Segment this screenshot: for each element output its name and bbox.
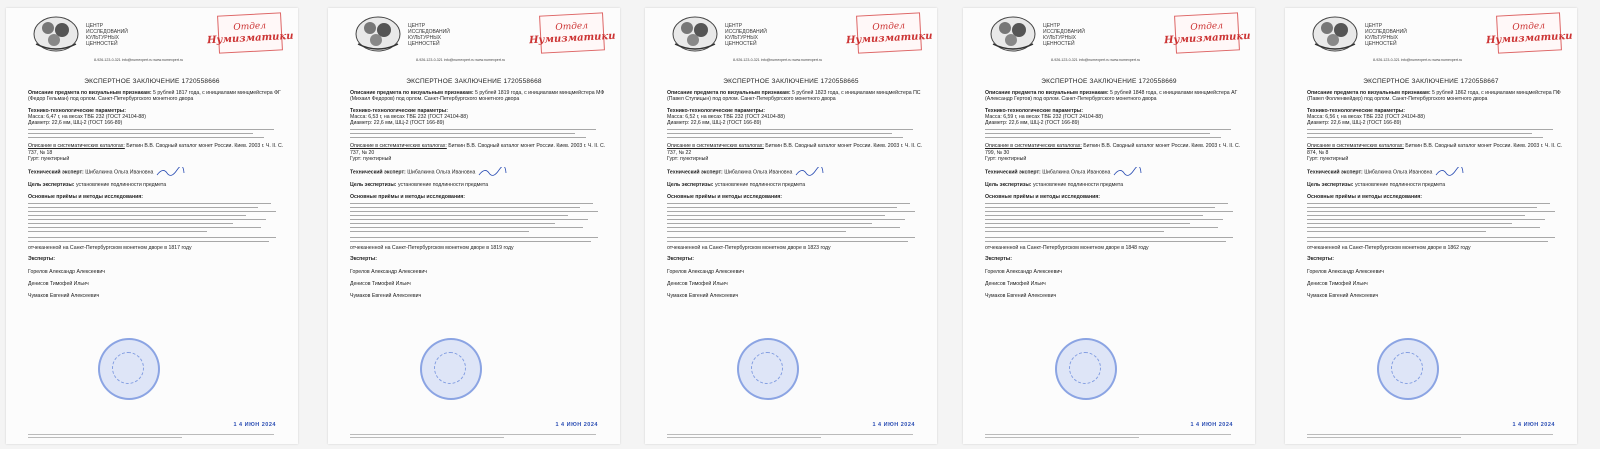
edge-type: Гурт: пунктирный [667,156,709,163]
catalog-reference: Биткин В.В. Сводный каталог монет России. Киев. 2003 г. Ч. II. С. 737, № 22 [667,143,923,156]
expert-report-page [6,8,298,444]
technical-expert-name: Шибалкина Ольга Ивановна [85,169,154,176]
methods-heading: Основные приёмы и методы исследования: [985,193,1101,200]
numismatics-stamp: Отдел Нумизматики [856,12,922,53]
expert-name: Чумаков Евгений Алексеевич [985,293,1057,300]
signature-icon [1112,167,1142,177]
contact-line: 8-926-123-0-321 info@numexpert.ru www.numexpert.ru [416,58,506,62]
letterhead [645,8,937,70]
methods-text-lines [350,203,606,232]
edge-type: Гурт: пунктирный [350,156,392,163]
coin-description: 5 рублей 1823 года, с инициалами минцмейстера ПС (Павел Ступицын) под орлом. Санкт-Петербургского монетного двора [667,90,921,103]
tech-params-heading: Технико-технологические параметры: [1307,107,1405,114]
coin-diameter: Диаметр: 22,6 мм, ШЦ-2 (ГОСТ 166-89) [350,120,445,127]
official-seal-icon [1377,338,1439,400]
letterhead [6,8,298,70]
expert-report-page [963,8,1255,444]
methods-heading: Основные приёмы и методы исследования: [350,193,466,200]
letterhead [963,8,1255,70]
technical-expert-name: Шибалкина Ольга Ивановна [724,169,793,176]
minting-conclusion: отчеканенной на Санкт-Петербургском монетном дворе в 1819 году [350,244,514,251]
expert-name: Горелов Александр Алексеевич [28,268,105,275]
report-title: ЭКСПЕРТНОЕ ЗАКЛЮЧЕНИЕ 1720558668 [406,78,542,85]
coin-diameter: Диаметр: 22,6 мм, ШЦ-2 (ГОСТ 166-89) [985,120,1080,127]
technical-expert-name: Шибалкина Ольга Ивановна [1042,169,1111,176]
conclusion-text-lines [350,237,606,242]
expert-name: Денисов Тимофей Ильич [1307,280,1368,287]
organization-name: ЦЕНТР ИССЛЕДОВАНИЙ КУЛЬТУРНЫХ ЦЕННОСТЕЙ [725,23,767,47]
organization-name: ЦЕНТР ИССЛЕДОВАНИЙ КУЛЬТУРНЫХ ЦЕННОСТЕЙ [86,23,128,47]
official-seal-icon [420,338,482,400]
goal-value: установление подлинности предмета [1032,182,1124,189]
coin-diameter: Диаметр: 22,6 мм, ШЦ-2 (ГОСТ 166-89) [1307,120,1402,127]
goal-value: установление подлинности предмета [714,182,806,189]
letterhead [1285,8,1577,70]
footer-note [985,434,1241,438]
catalog-reference: Биткин В.В. Сводный каталог монет России. Киев. 2003 г. Ч. II. С. 737, № 20 [350,143,606,156]
goal-value: установление подлинности предмета [397,182,489,189]
expert-name: Денисов Тимофей Ильич [350,280,411,287]
tech-params-heading: Технико-технологические параметры: [667,107,765,114]
edge-type: Гурт: пунктирный [28,156,70,163]
expert-report-page [645,8,937,444]
report-number: 1720558668 [503,78,542,85]
goal-value: установление подлинности предмета [75,182,167,189]
organization-name: ЦЕНТР ИССЛЕДОВАНИЙ КУЛЬТУРНЫХ ЦЕННОСТЕЙ [408,23,450,47]
methods-heading: Основные приёмы и методы исследования: [1307,193,1423,200]
coin-description: 5 рублей 1862 года, с инициалами минцмейстера ПФ (Павел Фолленвейдер) под орлом. Санкт-Петербургского монетного двора [1307,90,1561,103]
coin-collector-logo-icon [665,10,723,54]
expert-report-page [1285,8,1577,444]
conclusion-text-lines [667,237,923,242]
date-stamp: 1 4 ИЮН 2024 [872,422,915,428]
signature-icon [477,167,507,177]
report-number: 1720558666 [181,78,220,85]
coin-mass: Масса: 6,52 г, на весах ТВЕ 232 (ГОСТ 24104-88) [667,113,785,120]
minting-conclusion: отчеканенной на Санкт-Петербургском монетном дворе в 1862 году [1307,244,1471,251]
minting-conclusion: отчеканенной на Санкт-Петербургском монетном дворе в 1817 году [28,244,192,251]
date-stamp: 1 4 ИЮН 2024 [1512,422,1555,428]
coin-collector-logo-icon [348,10,406,54]
expert-name: Горелов Александр Алексеевич [350,268,427,275]
edge-type: Гурт: пунктирный [985,156,1027,163]
signature-icon [155,167,185,177]
expert-report-page [328,8,620,444]
catalog-reference: Биткин В.В. Сводный каталог монет России. Киев. 2003 г. Ч. II. С. 874, № 8 [1307,143,1563,156]
conclusion-text-lines [985,237,1241,242]
contact-line: 8-926-123-0-321 info@numexpert.ru www.numexpert.ru [94,58,184,62]
catalog-reference: Биткин В.В. Сводный каталог монет России. Киев. 2003 г. Ч. II. С. 799, № 30 [985,143,1241,156]
tech-params-heading: Технико-технологические параметры: [350,107,448,114]
expert-name: Чумаков Евгений Алексеевич [1307,293,1379,300]
expert-name: Денисов Тимофей Ильич [28,280,89,287]
numismatics-stamp: Отдел Нумизматики [1174,12,1240,53]
report-title: ЭКСПЕРТНОЕ ЗАКЛЮЧЕНИЕ 1720558667 [1363,78,1499,85]
report-number: 1720558665 [820,78,859,85]
methods-heading: Основные приёмы и методы исследования: [667,193,783,200]
report-body: Описание предмета по визуальным признакам: 5 рублей 1862 года, с инициалами минцмейстера ПФ (Павел Фолленвейдер) под орлом. Санкт-Петербургского монетного двора Технико-технологические параметры: Масса: 6,56 г, на весах ТВЕ 232 (ГОСТ 24104-88) Диаметр: 22,6 мм, ШЦ-2 (ГОСТ 166-89) Описание в систематических каталогах: Биткин В.В. Сводный каталог монет России. Киев. 2003 г. Ч. II. С. 874, № 8 Гурт: пунктирный Технический эксперт: Шибалкина Ольга Ивановна Цель экспертизы: установление подлинности предмета Основные приёмы и методы исследования: отчеканенной на Санкт-Петербургском монетном дворе в 1862 году Эксперты: Горелов Александр Алексеевич Денисов Тимофей Ильич Чумаков Евгений Алексеевич [1307,90,1563,300]
analysis-text-lines [350,129,606,138]
experts-heading: Эксперты: [985,256,1012,263]
technical-expert-name: Шибалкина Ольга Ивановна [407,169,476,176]
expert-name: Денисов Тимофей Ильич [985,280,1046,287]
tech-params-heading: Технико-технологические параметры: [985,107,1083,114]
tech-params-heading: Технико-технологические параметры: [28,107,126,114]
report-number: 1720558669 [1138,78,1177,85]
contact-line: 8-926-123-0-321 info@numexpert.ru www.numexpert.ru [1051,58,1141,62]
date-stamp: 1 4 ИЮН 2024 [555,422,598,428]
footer-note [667,434,923,438]
numismatics-stamp: Отдел Нумизматики [539,12,605,53]
coin-mass: Масса: 6,59 г, на весах ТВЕ 232 (ГОСТ 24104-88) [985,113,1103,120]
report-number: 1720558667 [1460,78,1499,85]
experts-heading: Эксперты: [28,256,55,263]
signature-icon [794,167,824,177]
expert-name: Денисов Тимофей Ильич [667,280,728,287]
organization-name: ЦЕНТР ИССЛЕДОВАНИЙ КУЛЬТУРНЫХ ЦЕННОСТЕЙ [1043,23,1085,47]
minting-conclusion: отчеканенной на Санкт-Петербургском монетном дворе в 1848 году [985,244,1149,251]
report-body: Описание предмета по визуальным признакам: 5 рублей 1817 года, с инициалами минцмейстера ФГ (Федор Гельман) под орлом. Санкт-Петербургского монетного двора Технико-технологические параметры: Масса: 6,47 г, на весах ТВЕ 232 (ГОСТ 24104-88) Диаметр: 22,6 мм, ШЦ-2 (ГОСТ 166-89) Описание в систематических каталогах: Биткин В.В. Сводный каталог монет России. Киев. 2003 г. Ч. II. С. 737, № 18 Гурт: пунктирный Технический эксперт: Шибалкина Ольга Ивановна Цель экспертизы: установление подлинности предмета Основные приёмы и методы исследования: отчеканенной на Санкт-Петербургском монетном дворе в 1817 году Эксперты: Горелов Александр Алексеевич Денисов Тимофей Ильич Чумаков Евгений Алексеевич [28,90,284,300]
coin-diameter: Диаметр: 22,6 мм, ШЦ-2 (ГОСТ 166-89) [28,120,123,127]
letterhead [328,8,620,70]
experts-heading: Эксперты: [1307,256,1334,263]
signature-icon [1434,167,1464,177]
footer-note [28,434,284,438]
coin-diameter: Диаметр: 22,6 мм, ШЦ-2 (ГОСТ 166-89) [667,120,762,127]
analysis-text-lines [28,129,284,138]
methods-text-lines [28,203,284,232]
methods-text-lines [1307,203,1563,232]
official-seal-icon [737,338,799,400]
coin-collector-logo-icon [983,10,1041,54]
analysis-text-lines [985,129,1241,138]
methods-heading: Основные приёмы и методы исследования: [28,193,144,200]
expert-name: Горелов Александр Алексеевич [1307,268,1384,275]
coin-description: 5 рублей 1817 года, с инициалами минцмейстера ФГ (Федор Гельман) под орлом. Санкт-Петербургского монетного двора [28,90,281,103]
catalog-reference: Биткин В.В. Сводный каталог монет России. Киев. 2003 г. Ч. II. С. 737, № 18 [28,143,284,156]
organization-name: ЦЕНТР ИССЛЕДОВАНИЙ КУЛЬТУРНЫХ ЦЕННОСТЕЙ [1365,23,1407,47]
date-stamp: 1 4 ИЮН 2024 [233,422,276,428]
experts-heading: Эксперты: [667,256,694,263]
report-body: Описание предмета по визуальным признакам: 5 рублей 1848 года, с инициалами минцмейстера АГ (Александр Гертов) под орлом. Санкт-Петербургского монетного двора Технико-технологические параметры: Масса: 6,59 г, на весах ТВЕ 232 (ГОСТ 24104-88) Диаметр: 22,6 мм, ШЦ-2 (ГОСТ 166-89) Описание в систематических каталогах: Биткин В.В. Сводный каталог монет России. Киев. 2003 г. Ч. II. С. 799, № 30 Гурт: пунктирный Технический эксперт: Шибалкина Ольга Ивановна Цель экспертизы: установление подлинности предмета Основные приёмы и методы исследования: отчеканенной на Санкт-Петербургском монетном дворе в 1848 году Эксперты: Горелов Александр Алексеевич Денисов Тимофей Ильич Чумаков Евгений Алексеевич [985,90,1241,300]
coin-mass: Масса: 6,56 г, на весах ТВЕ 232 (ГОСТ 24104-88) [1307,113,1425,120]
goal-value: установление подлинности предмета [1354,182,1446,189]
methods-text-lines [667,203,923,232]
official-seal-icon [98,338,160,400]
report-title: ЭКСПЕРТНОЕ ЗАКЛЮЧЕНИЕ 1720558669 [1041,78,1177,85]
analysis-text-lines [667,129,923,138]
contact-line: 8-926-123-0-321 info@numexpert.ru www.numexpert.ru [1373,58,1463,62]
report-title: ЭКСПЕРТНОЕ ЗАКЛЮЧЕНИЕ 1720558665 [723,78,859,85]
conclusion-text-lines [1307,237,1563,242]
footer-note [1307,434,1563,438]
numismatics-stamp: Отдел Нумизматики [1496,12,1562,53]
report-body: Описание предмета по визуальным признакам: 5 рублей 1823 года, с инициалами минцмейстера ПС (Павел Ступицын) под орлом. Санкт-Петербургского монетного двора Технико-технологические параметры: Масса: 6,52 г, на весах ТВЕ 232 (ГОСТ 24104-88) Диаметр: 22,6 мм, ШЦ-2 (ГОСТ 166-89) Описание в систематических каталогах: Биткин В.В. Сводный каталог монет России. Киев. 2003 г. Ч. II. С. 737, № 22 Гурт: пунктирный Технический эксперт: Шибалкина Ольга Ивановна Цель экспертизы: установление подлинности предмета Основные приёмы и методы исследования: отчеканенной на Санкт-Петербургском монетном дворе в 1823 году Эксперты: Горелов Александр Алексеевич Денисов Тимофей Ильич Чумаков Евгений Алексеевич [667,90,923,300]
experts-heading: Эксперты: [350,256,377,263]
methods-text-lines [985,203,1241,232]
expert-name: Горелов Александр Алексеевич [985,268,1062,275]
expert-name: Чумаков Евгений Алексеевич [667,293,739,300]
expert-name: Чумаков Евгений Алексеевич [28,293,100,300]
technical-expert-name: Шибалкина Ольга Ивановна [1364,169,1433,176]
analysis-text-lines [1307,129,1563,138]
numismatics-stamp: Отдел Нумизматики [217,12,283,53]
minting-conclusion: отчеканенной на Санкт-Петербургском монетном дворе в 1823 году [667,244,831,251]
coin-description: 5 рублей 1819 года, с инициалами минцмейстера МФ (Михаил Федоров) под орлом. Санкт-Петербургского монетного двора [350,90,605,103]
expert-name: Горелов Александр Алексеевич [667,268,744,275]
coin-mass: Масса: 6,53 г, на весах ТВЕ 232 (ГОСТ 24104-88) [350,113,468,120]
date-stamp: 1 4 ИЮН 2024 [1190,422,1233,428]
contact-line: 8-926-123-0-321 info@numexpert.ru www.numexpert.ru [733,58,823,62]
expert-name: Чумаков Евгений Алексеевич [350,293,422,300]
coin-mass: Масса: 6,47 г, на весах ТВЕ 232 (ГОСТ 24104-88) [28,113,146,120]
edge-type: Гурт: пунктирный [1307,156,1349,163]
report-body: Описание предмета по визуальным признакам: 5 рублей 1819 года, с инициалами минцмейстера МФ (Михаил Федоров) под орлом. Санкт-Петербургского монетного двора Технико-технологические параметры: Масса: 6,53 г, на весах ТВЕ 232 (ГОСТ 24104-88) Диаметр: 22,6 мм, ШЦ-2 (ГОСТ 166-89) Описание в систематических каталогах: Биткин В.В. Сводный каталог монет России. Киев. 2003 г. Ч. II. С. 737, № 20 Гурт: пунктирный Технический эксперт: Шибалкина Ольга Ивановна Цель экспертизы: установление подлинности предмета Основные приёмы и методы исследования: отчеканенной на Санкт-Петербургском монетном дворе в 1819 году Эксперты: Горелов Александр Алексеевич Денисов Тимофей Ильич Чумаков Евгений Алексеевич [350,90,606,300]
coin-collector-logo-icon [26,10,84,54]
conclusion-text-lines [28,237,284,242]
coin-collector-logo-icon [1305,10,1363,54]
report-title: ЭКСПЕРТНОЕ ЗАКЛЮЧЕНИЕ 1720558666 [84,78,220,85]
official-seal-icon [1055,338,1117,400]
coin-description: 5 рублей 1848 года, с инициалами минцмейстера АГ (Александр Гертов) под орлом. Санкт-Петербургского монетного двора [985,90,1238,103]
footer-note [350,434,606,438]
